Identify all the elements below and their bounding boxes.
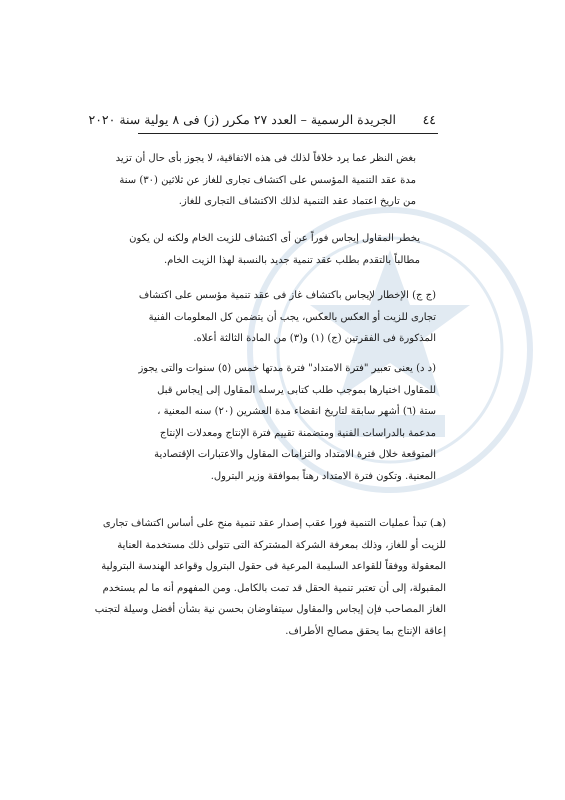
text-line: المعنية. وتكون فترة الامتداد رهناً بموافقة وزير البترول.: [210, 470, 436, 482]
page-header: [88, 110, 436, 132]
text-line: إعاقة الإنتاج بما يحقق مصالح الأطراف.: [285, 625, 446, 637]
text-line: تجارى للزيت أو العكس بالعكس، يجب أن يتضمن كل المعلومات الفنية: [148, 311, 436, 323]
text-line: (هـ) تبدأ عمليات التنمية فورا عقب إصدار عقد تنمية منح على أساس اكتشاف تجارى: [102, 518, 446, 529]
text-line: مدعمة بالدراسات الفنية ومتضمنة تقييم فترة الإنتاج ومعدلات الإنتاج: [159, 427, 436, 439]
paragraph-5: [94, 513, 446, 642]
text-line: (ج ج) الإخطار لإيجاس باكتشاف غاز فى عقد تنمية مؤسس على اكتشاف: [138, 290, 436, 301]
text-line: (د د) يعنى تعبير "فترة الامتداد" فترة مدتها خمس (٥) سنوات والتى يجوز: [138, 363, 436, 374]
text-line: المتوقعة خلال فترة الامتداد والتزامات المقاول والاعتبارات الإقتصادية: [154, 449, 436, 460]
text-line: المعقولة ووفقاً للقواعد السليمة المرعية فى حقول البترول وقواعد الهندسة البترولية: [101, 561, 446, 572]
text-line: للمقاول اختيارها بموجب طلب كتابى يرسله المقاول إلى إيجاس قبل: [157, 384, 436, 396]
text-line: مطالباً بالتقدم بطلب عقد تنمية جديد بالنسبة لهذا الزيت الخام.: [163, 254, 420, 266]
text-line: من تاريخ اعتماد عقد التنمية لذلك الاكتشاف التجارى للغاز.: [178, 196, 416, 207]
paragraph-2: [122, 228, 420, 271]
text-line: للزيت أو للغاز، وذلك بمعرفة الشركة المشتركة التى تتولى ذلك مستخدمة العناية: [117, 539, 446, 551]
text-line: يخطر المقاول إيجاس فوراً عن أى اكتشاف للزيت الخام ولكنه لن يكون: [129, 233, 420, 244]
text-line: ستة (٦) أشهر سابقة لتاريخ انقضاء مدة العشرين (٢٠) سنه المعنية ،: [157, 406, 436, 417]
page-number: ٤٤: [422, 112, 436, 127]
paragraph-4: [122, 358, 436, 487]
gazette-title: الجريدة الرسمية – العدد ٢٧ مكرر (ز) فى ٨ يولية سنة ٢٠٢٠: [88, 112, 396, 127]
text-line: بغض النظر عما يرد خلافاً لذلك فى هذه الاتفاقية، لا يجوز بأى حال أن تزيد: [115, 153, 416, 164]
text-line: مدة عقد التنمية المؤسس على اكتشاف تجارى للغاز عن ثلاثين (٣٠) سنة: [119, 174, 416, 186]
text-line: المذكورة فى الفقرتين (ج) (١) و(٣) من المادة الثالثة أعلاه.: [193, 333, 436, 344]
paragraph-3: [122, 285, 436, 350]
text-line: المقبولة، إلى أن تعتبر تنمية الحقل قد تمت بالكامل. ومن المفهوم أنه ما لم يستخدم: [102, 582, 446, 594]
header-rule: [138, 133, 438, 134]
paragraph-1: [115, 148, 416, 213]
text-line: الغاز المصاحب فإن إيجاس والمقاول سيتفاوضان بحسن نية بشأن أفضل وسيلة لتجنب: [94, 604, 446, 615]
